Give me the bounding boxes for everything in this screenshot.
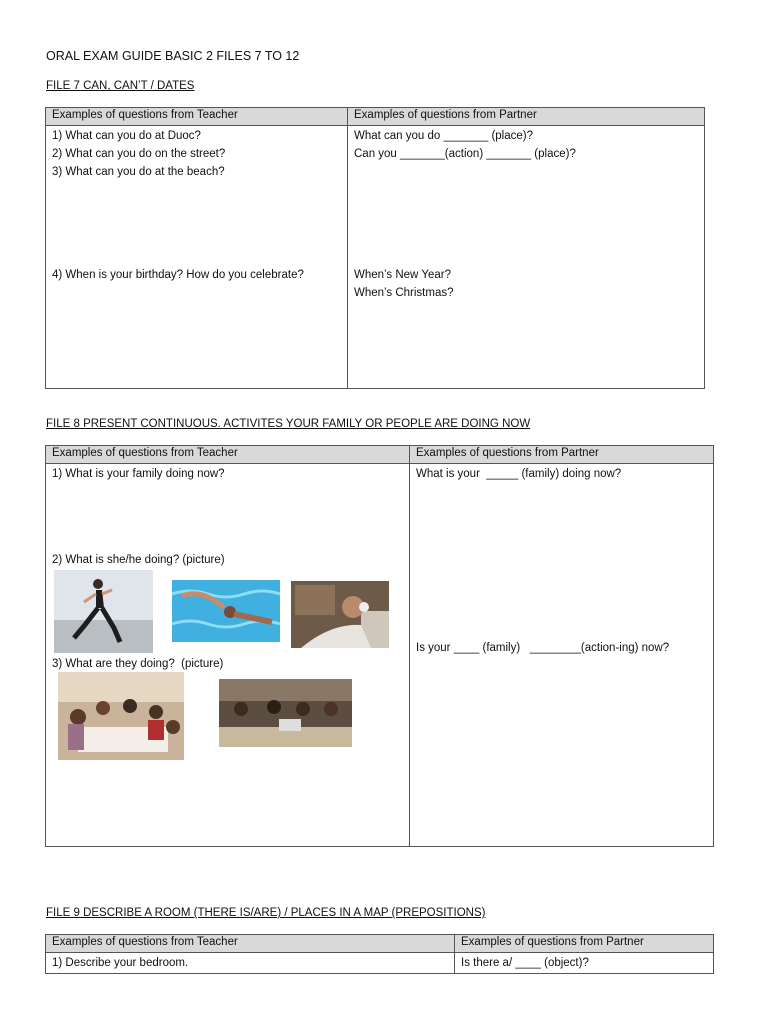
family-dinner-image [58,672,184,760]
file8-teacher-q1: 1) What is your family doing now? [52,468,225,480]
file7-teacher-q4: 4) When is your birthday? How do you celebrate? [52,269,304,281]
file8-teacher-cell [46,464,410,847]
file7-partner-q4: When’s Christmas? [354,287,454,299]
file7-partner-cell [348,126,705,389]
file9-col-partner: Examples of questions from Partner [455,935,714,953]
students-laptop-image [219,679,352,747]
file7-col-partner: Examples of questions from Partner [348,108,705,126]
file7-teacher-q1: 1) What can you do at Duoc? [52,130,201,142]
file7-partner-q3: When’s New Year? [354,269,451,281]
file7-teacher-q3: 3) What can you do at the beach? [52,166,225,178]
file7-teacher-cell [46,126,348,389]
file8-partner-cell [410,464,714,847]
file8-teacher-q2: 2) What is she/he doing? (picture) [52,554,225,566]
file7-partner-q2: Can you _______(action) _______ (place)? [354,148,576,160]
man-listening-headphones-image [291,581,389,648]
file9-teacher-cell [46,953,455,974]
file8-col-partner: Examples of questions from Partner [410,446,714,464]
file9-partner-cell [455,953,714,974]
file9-heading: FILE 9 DESCRIBE A ROOM (THERE IS/ARE) / PLACES IN A MAP (PREPOSITIONS) [46,907,486,919]
file8-partner-q1: What is your _____ (family) doing now? [416,468,622,480]
file8-col-teacher: Examples of questions from Teacher [46,446,410,464]
file8-heading: FILE 8 PRESENT CONTINUOUS. ACTIVITES YOUR FAMILY OR PEOPLE ARE DOING NOW [46,418,531,430]
file9-teacher-q1: 1) Describe your bedroom. [52,957,189,969]
file9-partner-q1: Is there a/ ____ (object)? [461,957,589,969]
man-swimming-image [172,580,280,642]
file9-table [45,934,714,974]
file9-col-teacher: Examples of questions from Teacher [46,935,455,953]
document-title: ORAL EXAM GUIDE BASIC 2 FILES 7 TO 12 [46,49,300,63]
file7-heading: FILE 7 CAN, CAN’T / DATES [46,80,195,92]
file8-partner-q2: Is your ____ (family) ________(action-ing) now? [416,642,670,654]
file7-teacher-q2: 2) What can you do on the street? [52,148,226,160]
file7-col-teacher: Examples of questions from Teacher [46,108,348,126]
file7-partner-q1: What can you do _______ (place)? [354,130,534,142]
file7-table [45,107,705,389]
file8-teacher-q3: 3) What are they doing? (picture) [52,658,224,670]
woman-running-image [54,570,153,653]
